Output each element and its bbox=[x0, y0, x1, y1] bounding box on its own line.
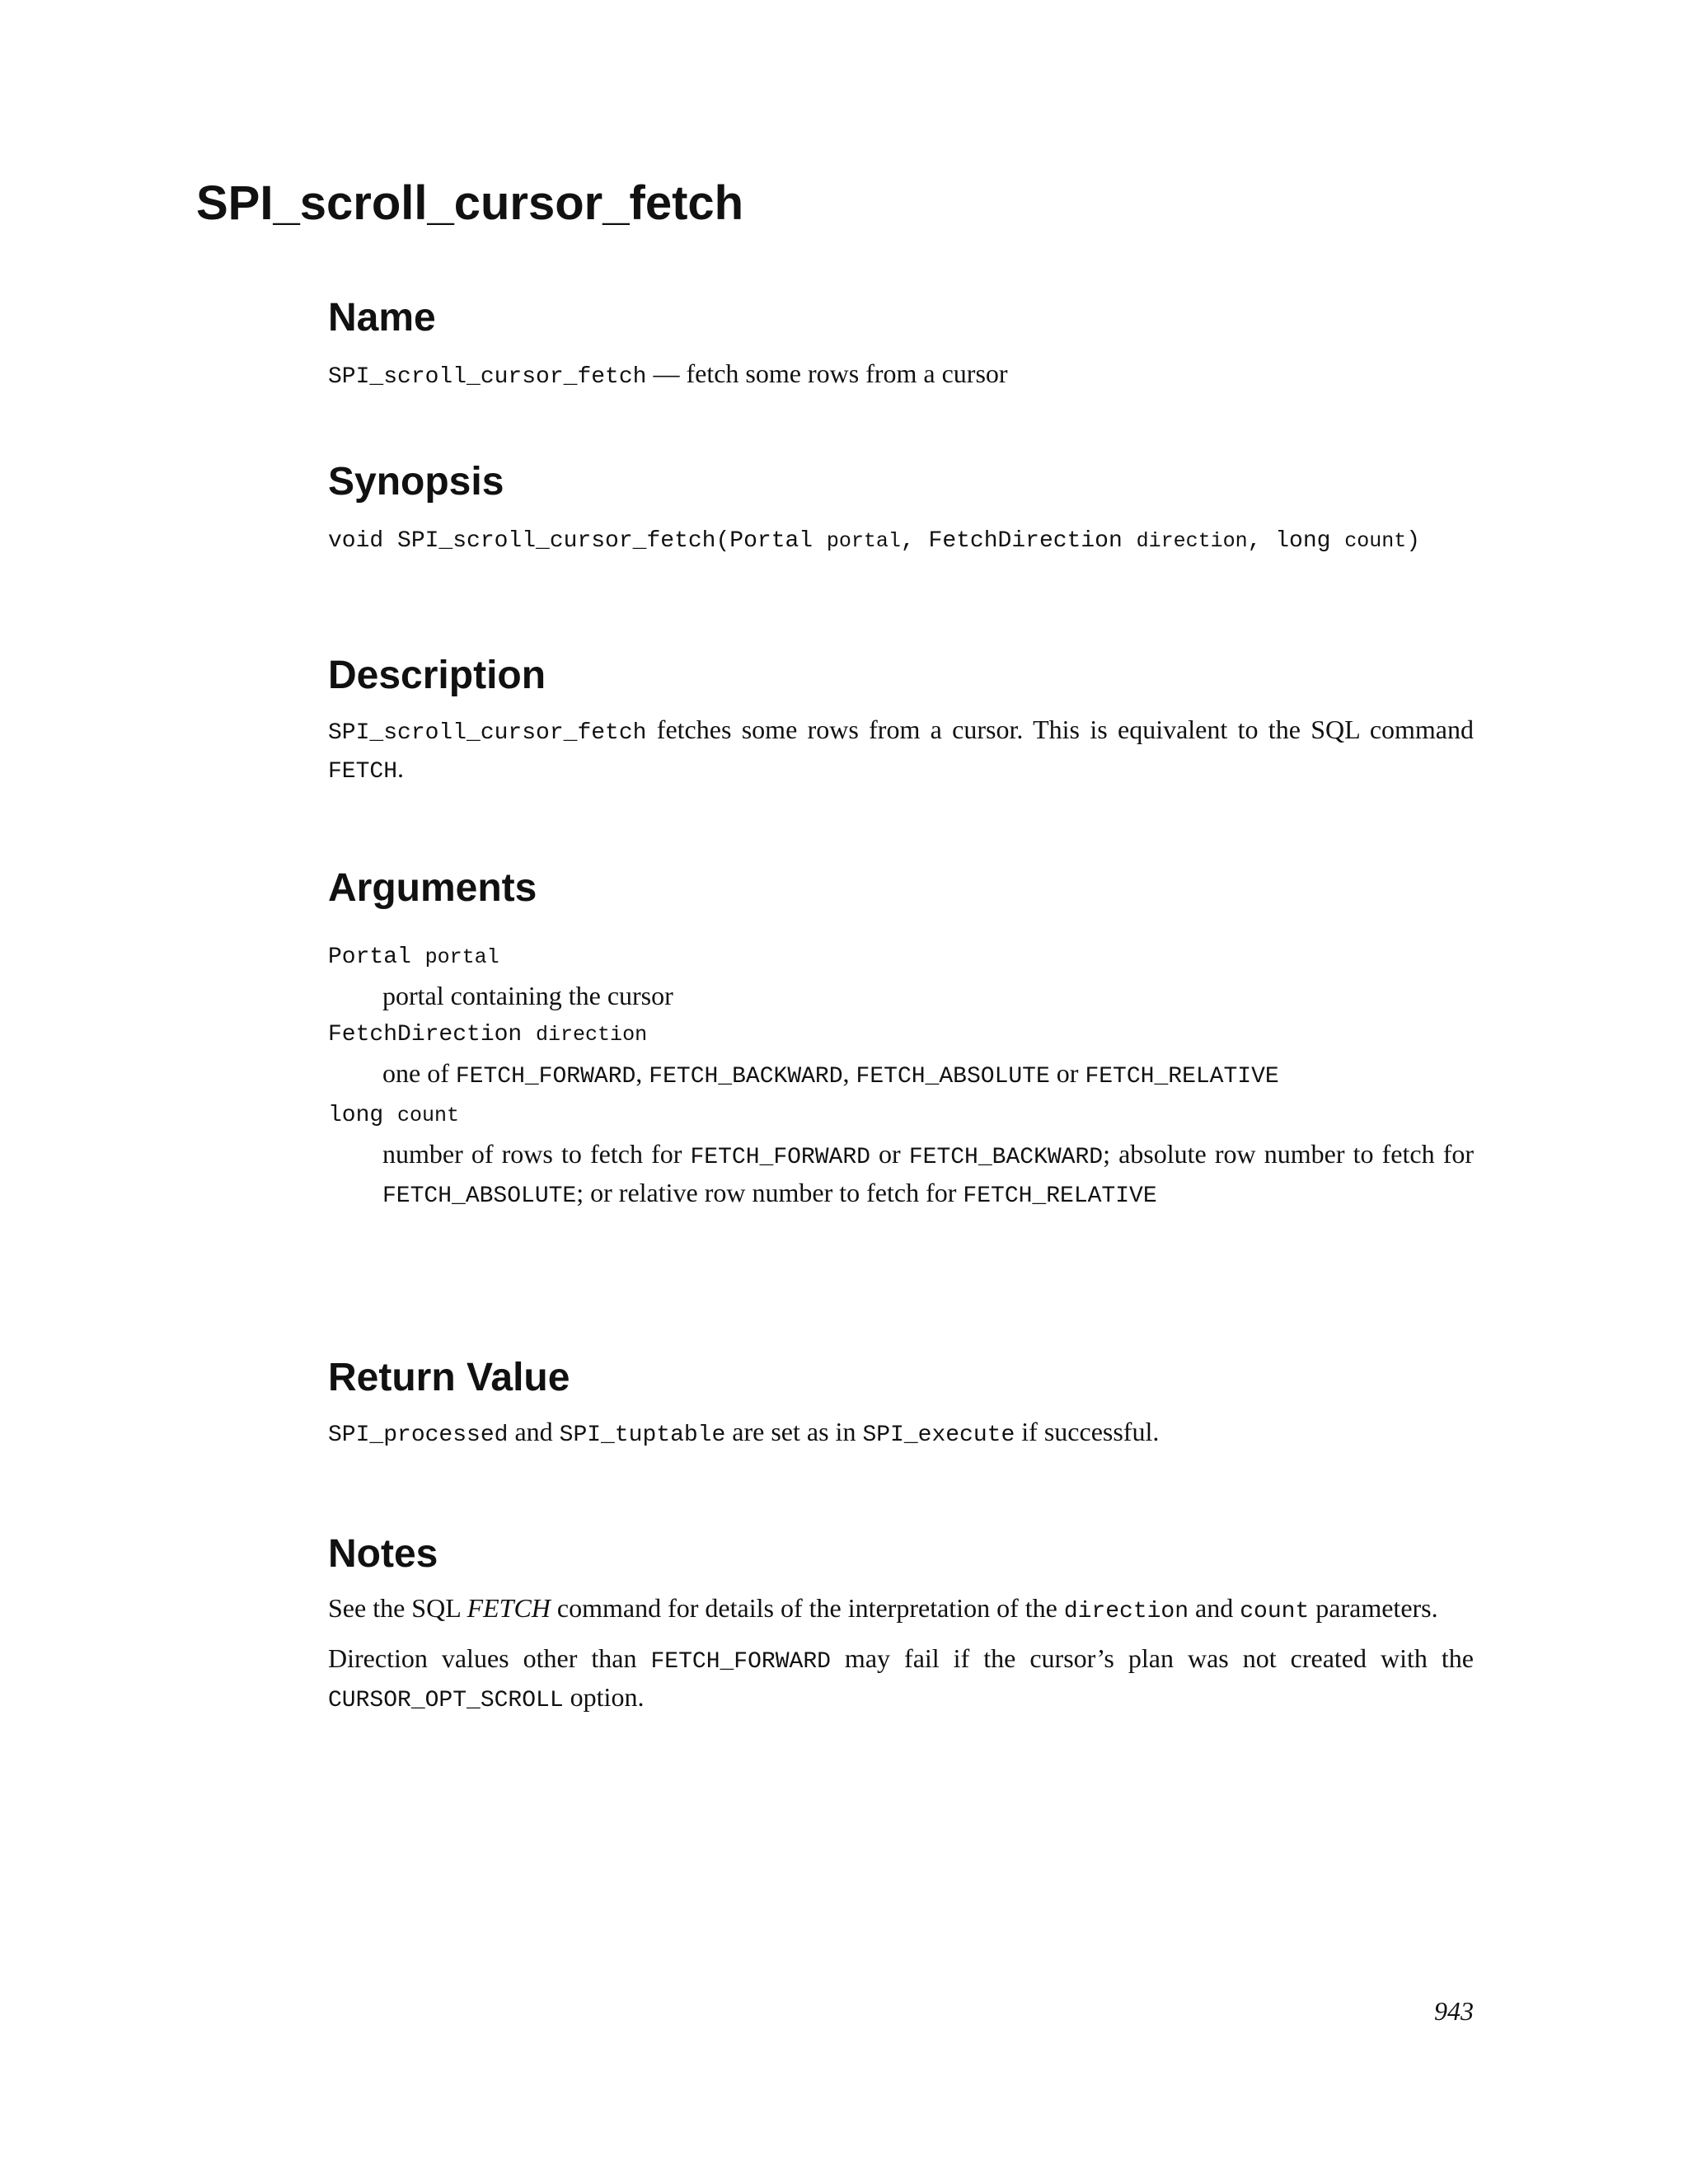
argument-desc-direction: one of FETCH_FORWARD, FETCH_BACKWARD, FETCH_ABSOLUTE or FETCH_RELATIVE bbox=[382, 1058, 1279, 1090]
name-heading: Name bbox=[328, 296, 436, 340]
description-heading: Description bbox=[328, 654, 546, 697]
name-text: SPI_scroll_cursor_fetch — fetch some rows from a cursor bbox=[328, 359, 1008, 390]
page-number: 943 bbox=[1434, 1996, 1474, 2026]
arguments-heading: Arguments bbox=[328, 866, 537, 910]
notes-paragraph-2: Direction values other than FETCH_FORWARD may fail if the cursor’s plan was not created with the CURSOR_OPT_SCROLL option. bbox=[328, 1643, 1475, 1713]
argument-term-portal: Portal portal bbox=[328, 944, 499, 970]
return-value-text: SPI_processed and SPI_tuptable are set as in SPI_execute if successful. bbox=[328, 1417, 1160, 1448]
argument-desc-count: number of rows to fetch for FETCH_FORWARD or FETCH_BACKWARD; absolute row number to fetch for FETCH_ABSOLUTE; or relative row number to fetch for FETCH_RELATIVE bbox=[382, 1139, 1475, 1209]
description-section bbox=[328, 656, 1474, 790]
argument-desc-portal: portal containing the cursor bbox=[382, 981, 673, 1010]
page-title: SPI_scroll_cursor_fetch bbox=[196, 176, 744, 230]
notes-section bbox=[328, 1532, 1475, 1718]
synopsis-section bbox=[328, 462, 1474, 554]
synopsis-code: void SPI_scroll_cursor_fetch(Portal portal, FetchDirection direction, long count) bbox=[328, 528, 1421, 554]
function-name: SPI_scroll_cursor_fetch bbox=[328, 364, 647, 390]
description-text: SPI_scroll_cursor_fetch fetches some rows from a cursor. This is equivalent to the SQL command FETCH. bbox=[328, 715, 1474, 785]
argument-term-direction: FetchDirection direction bbox=[328, 1022, 648, 1047]
notes-paragraph-1: See the SQL FETCH command for details of the interpretation of the direction and count parameters. bbox=[328, 1593, 1438, 1624]
return-value-section bbox=[328, 1358, 1474, 1453]
name-section bbox=[328, 298, 1474, 395]
return-value-heading: Return Value bbox=[328, 1356, 570, 1399]
arguments-section bbox=[328, 866, 1475, 1214]
argument-term-count: long count bbox=[328, 1103, 460, 1128]
synopsis-heading: Synopsis bbox=[328, 460, 504, 504]
notes-heading: Notes bbox=[328, 1532, 438, 1576]
